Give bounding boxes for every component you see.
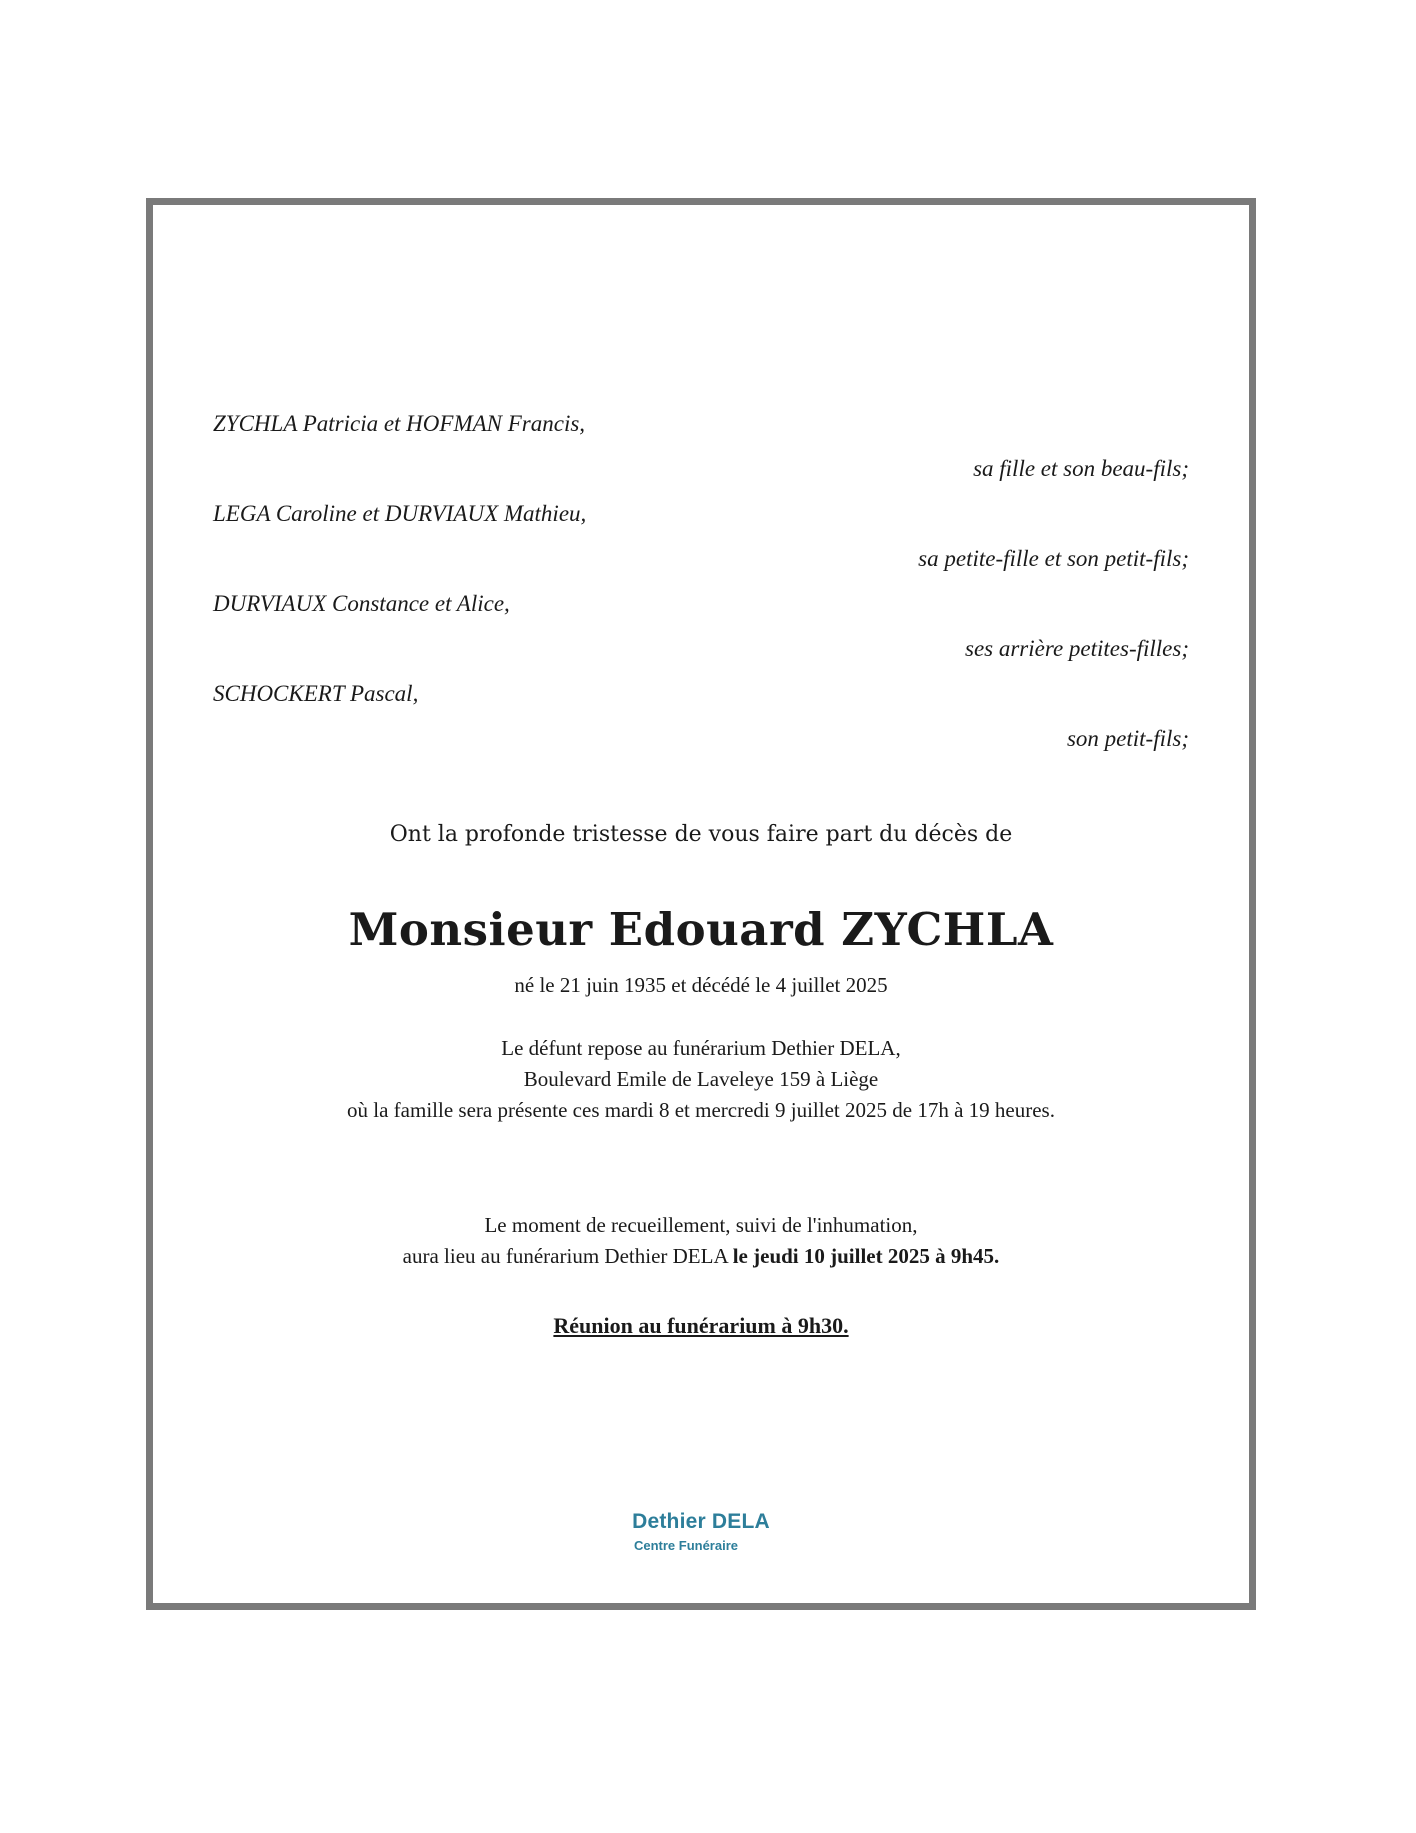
repose-address: Boulevard Emile de Laveleye 159 à Liège <box>523 1067 879 1091</box>
family-member-relation: son petit-fils; <box>1066 726 1189 751</box>
announcement-intro: Ont la profonde tristesse de vous faire part du décès de <box>389 822 1013 847</box>
deceased-name: Monsieur Edouard ZYCHLA <box>348 903 1054 956</box>
obituary-frame <box>146 198 1256 1610</box>
ceremony-location: aura lieu au funérarium Dethier DELA <box>402 1244 733 1268</box>
logo-brand: Dethier DELA <box>632 1510 770 1533</box>
family-member-name: LEGA Caroline et DURVIAUX Mathieu, <box>213 501 587 526</box>
ceremony-info <box>153 1210 1249 1272</box>
family-member-name: ZYCHLA Patricia et HOFMAN Francis, <box>213 411 586 436</box>
logo-subtitle: Centre Funéraire <box>633 1538 739 1553</box>
family-member-relation: sa fille et son beau-fils; <box>973 456 1189 481</box>
repose-info <box>153 1033 1249 1126</box>
family-member-relation: sa petite-fille et son petit-fils; <box>918 546 1189 571</box>
repose-visiting-hours: où la famille sera présente ces mardi 8 et mercredi 9 juillet 2025 de 17h à 19 heures. <box>347 1098 1055 1122</box>
ceremony-date: le jeudi 10 juillet 2025 à 9h45. <box>732 1244 1000 1268</box>
meeting-notice: Réunion au funérarium à 9h30. <box>553 1313 849 1338</box>
funeral-home-logo <box>153 1510 1249 1553</box>
family-list <box>213 401 1189 761</box>
ceremony-details <box>153 1241 1249 1272</box>
repose-line: Le défunt repose au funérarium Dethier DELA, <box>501 1036 901 1060</box>
family-member-name: DURVIAUX Constance et Alice, <box>213 591 510 616</box>
ceremony-line: Le moment de recueillement, suivi de l'inhumation, <box>484 1213 918 1237</box>
birth-death-dates: né le 21 juin 1935 et décédé le 4 juillet 2025 <box>514 973 888 997</box>
family-member-name: SCHOCKERT Pascal, <box>213 681 419 706</box>
family-member-relation: ses arrière petites-filles; <box>965 636 1189 661</box>
